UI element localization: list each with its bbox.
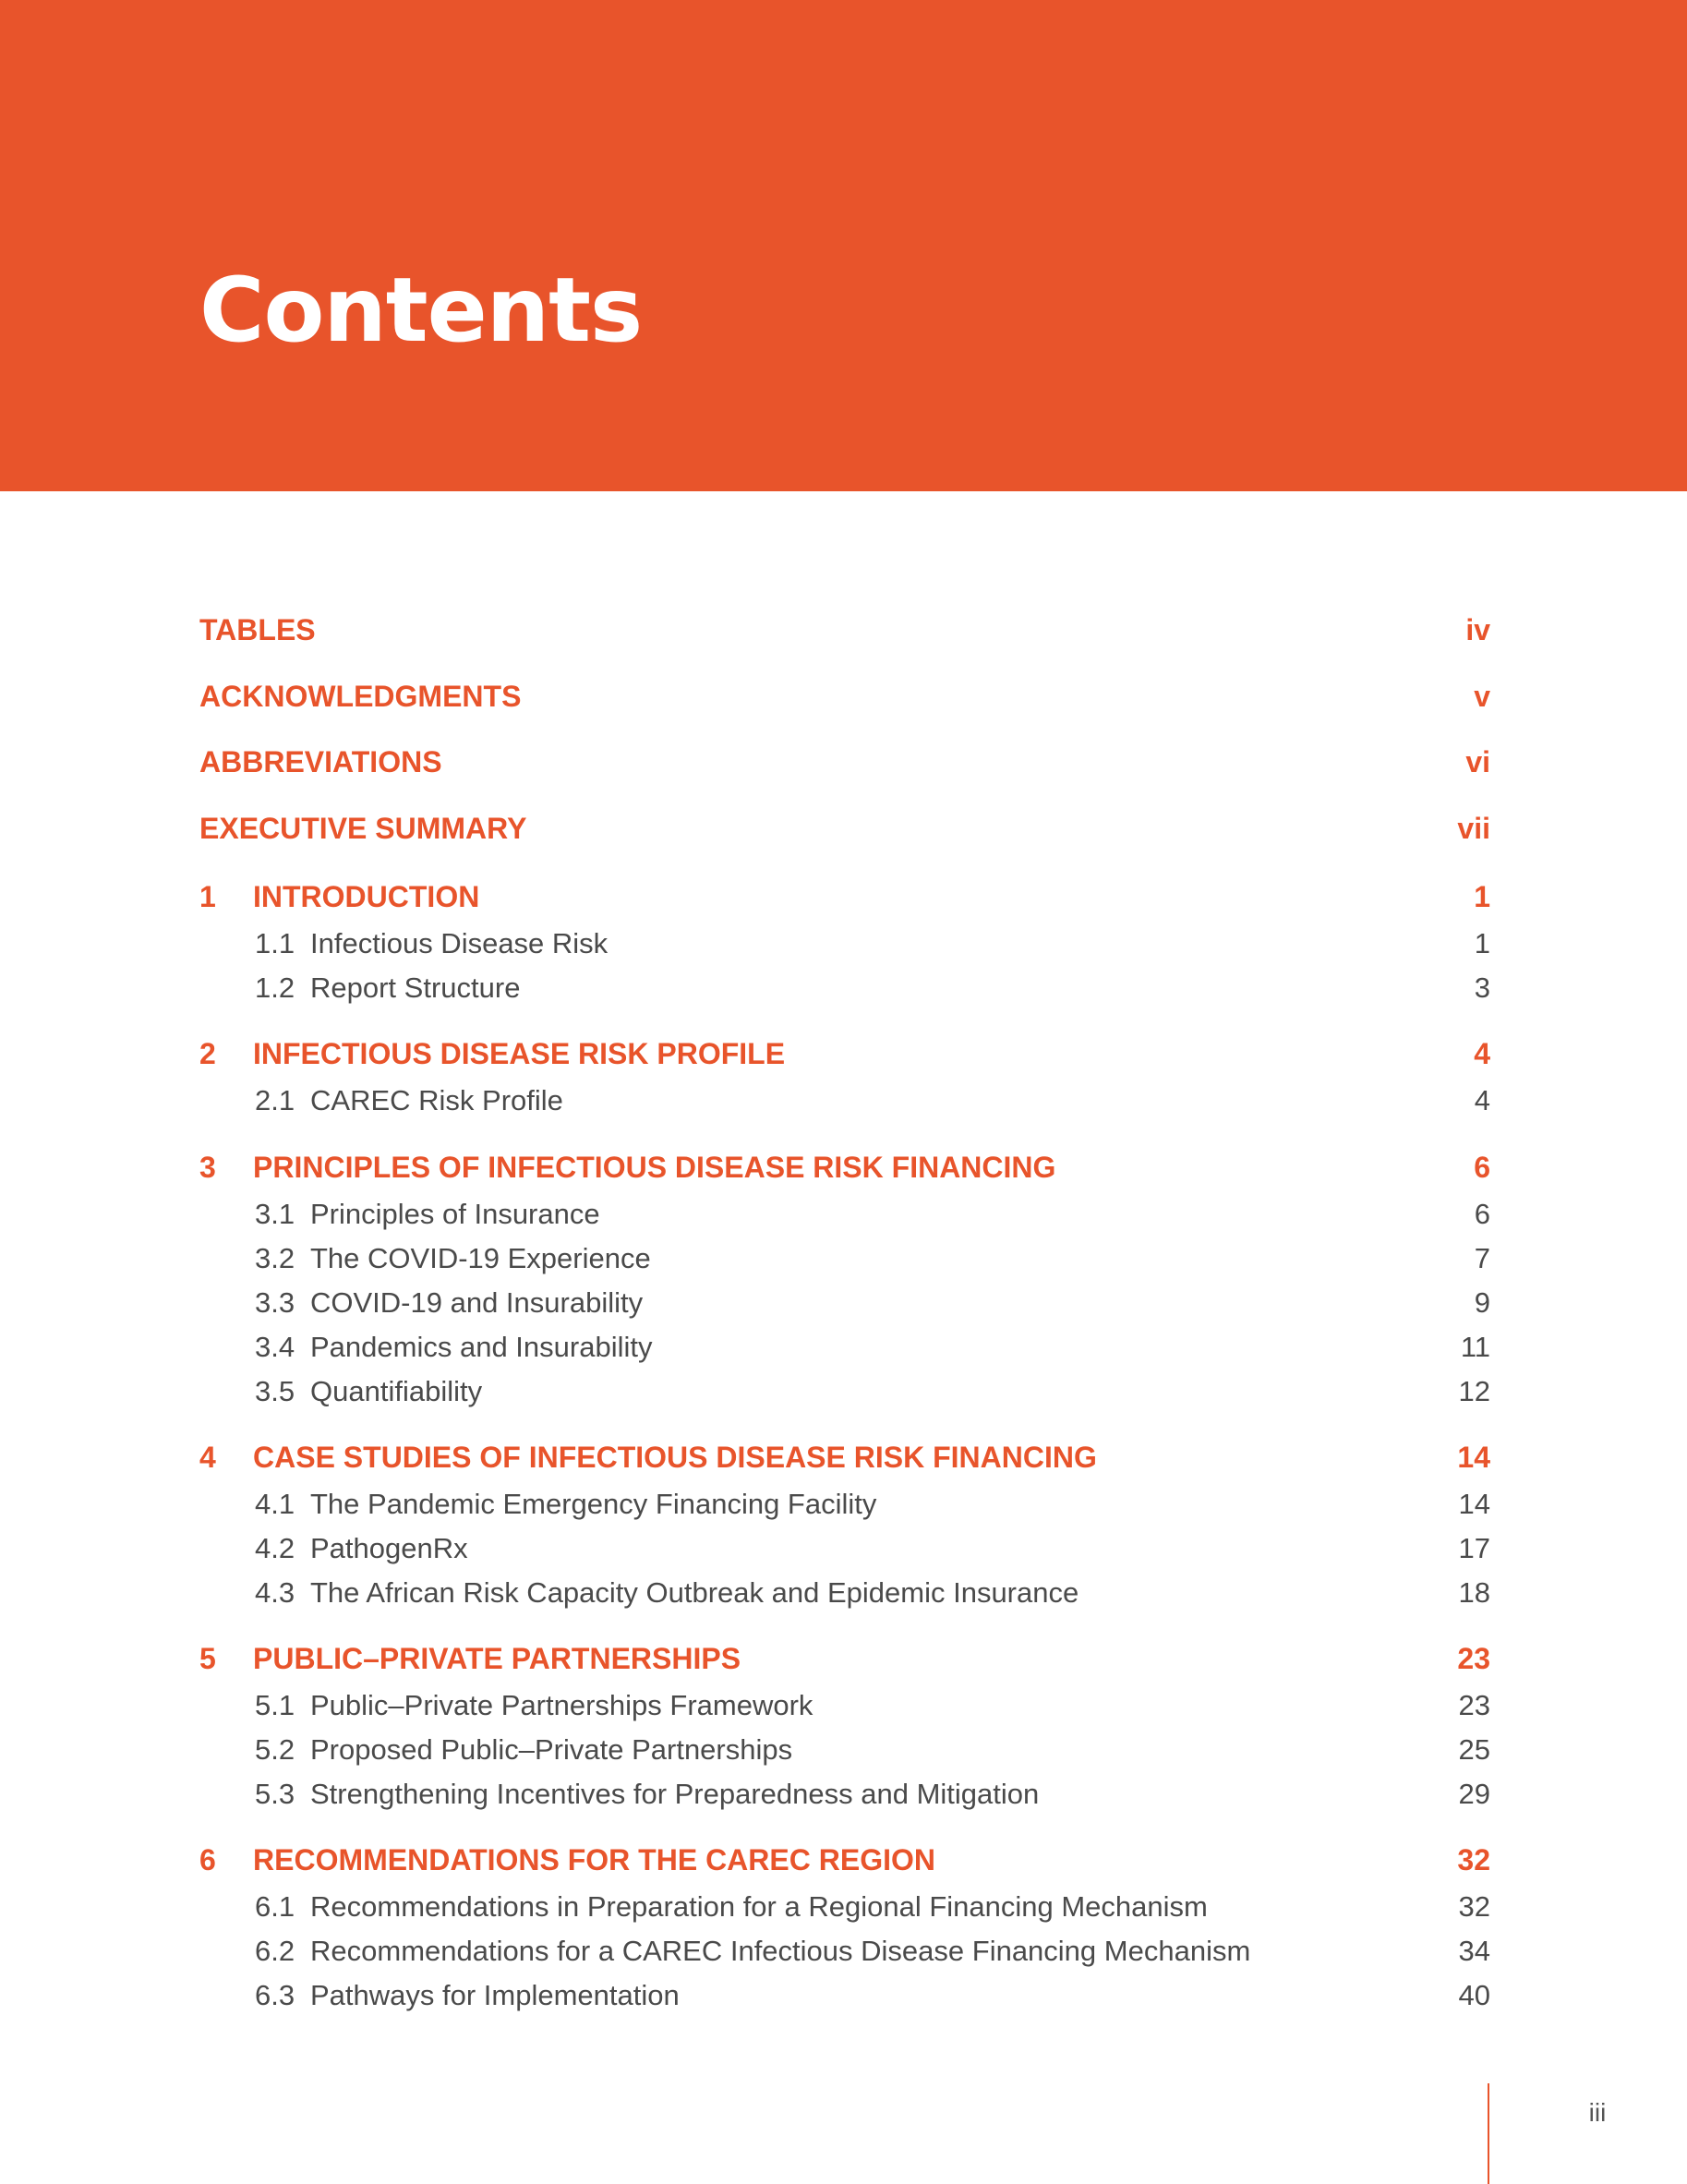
toc-entry[interactable] [199, 741, 1490, 783]
toc-section[interactable] [199, 1886, 1490, 1928]
toc-section-number: 6.2 [255, 1935, 295, 1967]
toc-section-page: 1 [1474, 927, 1490, 959]
toc-section-title: Quantifiability [310, 1375, 483, 1407]
toc-section-page: 40 [1458, 1979, 1490, 2011]
toc-section-title: The COVID-19 Experience [310, 1242, 651, 1274]
toc-section-number: 4.2 [255, 1532, 295, 1564]
toc-section-page: 9 [1474, 1286, 1490, 1319]
toc-chapter-title: CASE STUDIES OF INFECTIOUS DISEASE RISK FINANCING [253, 1440, 1097, 1474]
toc-chapter-title: PRINCIPLES OF INFECTIOUS DISEASE RISK FINANCING [253, 1150, 1056, 1184]
toc-chapter[interactable] [199, 875, 1490, 918]
toc-section-number: 3.2 [255, 1242, 295, 1274]
page-title: Contents [199, 259, 643, 362]
toc-section-number: 3.4 [255, 1331, 295, 1363]
toc-section-number: 3.5 [255, 1375, 295, 1407]
toc-chapter-page: 1 [1474, 879, 1490, 913]
toc-section-number: 5.1 [255, 1689, 295, 1721]
toc-section-page: 34 [1458, 1935, 1490, 1967]
toc-entry[interactable] [199, 609, 1490, 651]
toc-section-page: 14 [1458, 1488, 1490, 1520]
toc-chapter[interactable] [199, 1146, 1490, 1189]
toc-chapter-page: 6 [1474, 1150, 1490, 1184]
toc-chapter-page: 23 [1457, 1641, 1490, 1675]
toc-chapter-title: INTRODUCTION [253, 879, 480, 913]
toc-section-title: Principles of Insurance [310, 1198, 600, 1230]
toc-section-title: The African Risk Capacity Outbreak and Epidemic Insurance [310, 1576, 1079, 1609]
toc-chapter-number: 2 [199, 1036, 216, 1070]
toc-chapter[interactable] [199, 1436, 1490, 1478]
toc-chapter-number: 4 [199, 1440, 216, 1474]
toc-section-title: Infectious Disease Risk [310, 927, 609, 959]
toc-section-title: PathogenRx [310, 1532, 468, 1564]
toc-section[interactable] [199, 923, 1490, 965]
toc-section-page: 11 [1460, 1331, 1490, 1363]
toc-chapter-title: INFECTIOUS DISEASE RISK PROFILE [253, 1036, 786, 1070]
toc-section-number: 3.3 [255, 1286, 295, 1319]
toc-section-number: 4.3 [255, 1576, 295, 1609]
toc-chapter[interactable] [199, 1839, 1490, 1881]
toc-section-number: 3.1 [255, 1198, 295, 1230]
toc-section-number: 5.2 [255, 1733, 295, 1766]
toc-section[interactable] [199, 1729, 1490, 1771]
toc-section-title: Recommendations in Preparation for a Regional Financing Mechanism [310, 1890, 1208, 1923]
toc-chapter[interactable] [199, 1637, 1490, 1680]
toc-section-title: Pandemics and Insurability [310, 1331, 653, 1363]
toc-chapter-number: 3 [199, 1150, 216, 1184]
toc-chapter-number: 1 [199, 879, 216, 913]
toc-entry-page: vi [1465, 744, 1490, 778]
toc-chapter-title: RECOMMENDATIONS FOR THE CAREC REGION [253, 1842, 935, 1876]
toc-section[interactable] [199, 1370, 1490, 1413]
toc-section[interactable] [199, 1930, 1490, 1973]
toc-section[interactable] [199, 1282, 1490, 1324]
toc-section-number: 5.3 [255, 1778, 295, 1810]
toc-section-page: 29 [1458, 1778, 1490, 1810]
toc-entry[interactable] [199, 675, 1490, 718]
toc-section[interactable] [199, 1527, 1490, 1570]
toc-entry-page: vii [1457, 811, 1490, 845]
toc-section[interactable] [199, 1237, 1490, 1280]
toc-section-number: 6.1 [255, 1890, 295, 1923]
toc-section-title: Recommendations for a CAREC Infectious Disease Financing Mechanism [310, 1935, 1251, 1967]
toc-chapter-title: PUBLIC–PRIVATE PARTNERSHIPS [253, 1641, 741, 1675]
toc-chapter-page: 32 [1457, 1842, 1490, 1876]
toc-section-page: 23 [1458, 1689, 1490, 1721]
toc-entry-page: iv [1465, 612, 1490, 646]
toc-section-page: 32 [1458, 1890, 1490, 1923]
toc-chapter-number: 6 [199, 1842, 216, 1876]
toc-section-page: 17 [1458, 1532, 1490, 1564]
toc-entry-page: v [1474, 679, 1490, 713]
toc-section-number: 6.3 [255, 1979, 295, 2011]
toc-entry-title: ABBREVIATIONS [199, 744, 442, 778]
toc-entry-title: EXECUTIVE SUMMARY [199, 811, 527, 845]
toc-section[interactable] [199, 1572, 1490, 1614]
toc-section-page: 4 [1474, 1084, 1490, 1116]
toc-section[interactable] [199, 1974, 1490, 2017]
toc-section-number: 1.1 [255, 927, 295, 959]
toc-section-page: 25 [1458, 1733, 1490, 1766]
toc-section-title: The Pandemic Emergency Financing Facility [310, 1488, 877, 1520]
toc-section-page: 12 [1458, 1375, 1490, 1407]
toc-section-number: 2.1 [255, 1084, 295, 1116]
toc-section-number: 1.2 [255, 971, 295, 1004]
toc-section-title: COVID-19 and Insurability [310, 1286, 644, 1319]
toc-section[interactable] [199, 1326, 1490, 1369]
toc-section-page: 3 [1474, 971, 1490, 1004]
toc-section[interactable] [199, 1193, 1490, 1236]
toc-chapter-page: 14 [1457, 1440, 1490, 1474]
toc-section-title: CAREC Risk Profile [310, 1084, 563, 1116]
toc-section-title: Strengthening Incentives for Preparedness and Mitigation [310, 1778, 1040, 1810]
toc-section-page: 7 [1474, 1242, 1490, 1274]
toc-section-page: 6 [1474, 1198, 1490, 1230]
toc-chapter-page: 4 [1474, 1036, 1490, 1070]
toc-chapter-number: 5 [199, 1641, 216, 1675]
toc-section-number: 4.1 [255, 1488, 295, 1520]
toc-entry-title: ACKNOWLEDGMENTS [199, 679, 522, 713]
toc-section-title: Public–Private Partnerships Framework [310, 1689, 813, 1721]
toc-chapter[interactable] [199, 1032, 1490, 1075]
toc-section-title: Report Structure [310, 971, 521, 1004]
toc-section[interactable] [199, 1684, 1490, 1727]
page-number: iii [1588, 2098, 1607, 2127]
footer-divider [1488, 2083, 1489, 2184]
toc-section-title: Proposed Public–Private Partnerships [310, 1733, 793, 1766]
toc-section[interactable] [199, 1483, 1490, 1526]
toc-section[interactable] [199, 967, 1490, 1009]
toc-section-title: Pathways for Implementation [310, 1979, 680, 2011]
toc-section[interactable] [199, 1080, 1490, 1122]
toc-section-page: 18 [1458, 1576, 1490, 1609]
toc-section[interactable] [199, 1773, 1490, 1816]
toc-entry[interactable] [199, 807, 1490, 850]
toc-entry-title: TABLES [199, 612, 316, 646]
table-of-contents [199, 0, 1490, 2184]
